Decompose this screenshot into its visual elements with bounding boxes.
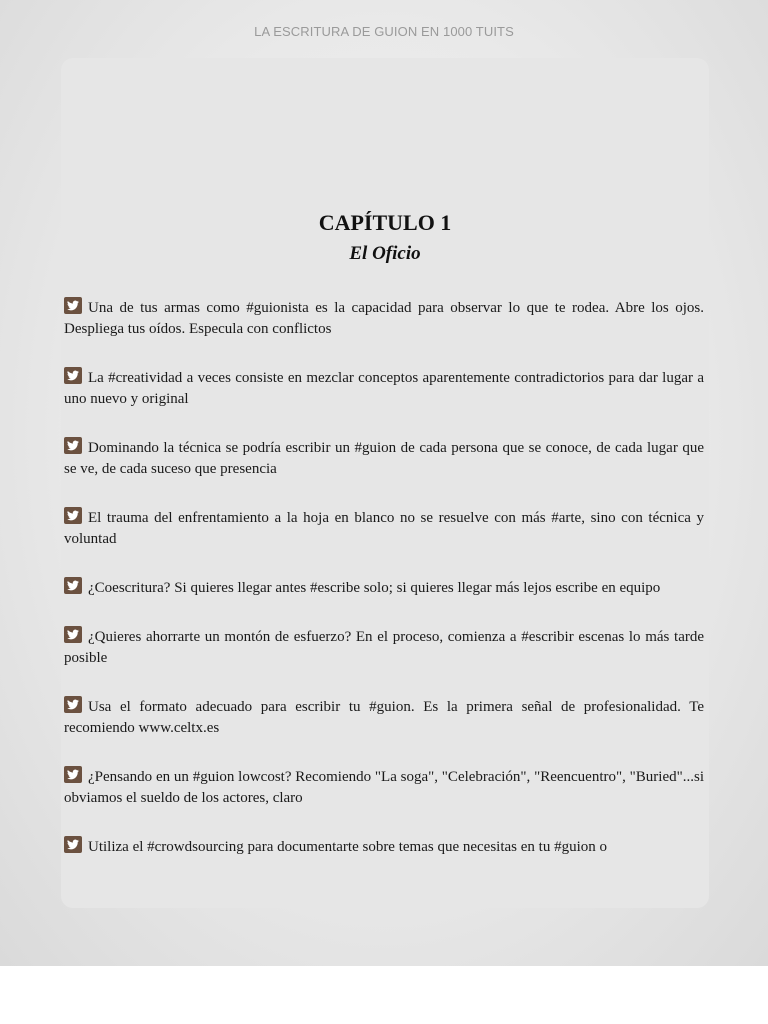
tweet-item [64,626,704,669]
book-page[interactable] [61,58,709,908]
tweet-item [64,507,704,550]
tweet-item [64,297,704,340]
twitter-bird-icon[interactable] [64,437,82,454]
tweet-text: Dominando la técnica se podría escribir un #guion de cada persona que se conoce, de cada lugar que se ve, de cada suceso que presencia [64,440,704,477]
chapter-subtitle: El Oficio [349,243,421,264]
twitter-bird-icon[interactable] [64,367,82,384]
twitter-bird-icon[interactable] [64,626,82,643]
twitter-bird-icon[interactable] [64,696,82,713]
tweet-item [64,696,704,739]
tweet-item [64,836,704,858]
tweet-text: Usa el formato adecuado para escribir tu #guion. Es la primera señal de profesionalidad. Te recomiendo www.celtx.es [64,699,704,736]
tweet-text: ¿Coescritura? Si quieres llegar antes #escribe solo; si quieres llegar más lejos escribe en equipo [88,580,661,596]
tweet-item [64,437,704,480]
tweet-text: Utiliza el #crowdsourcing para documentarte sobre temas que necesitas en tu #guion o [88,839,607,855]
twitter-bird-icon[interactable] [64,836,82,853]
tweet-item [64,766,704,809]
tweet-list [64,297,704,885]
tweet-text: ¿Pensando en un #guion lowcost? Recomiendo "La soga", "Celebración", "Reencuentro", "Buried"...si obviamos el sueldo de los actores, claro [64,769,704,806]
chapter-heading: CAPÍTULO 1 [318,210,452,235]
twitter-bird-icon[interactable] [64,766,82,783]
tweet-text: Una de tus armas como #guionista es la capacidad para observar lo que te rodea. Abre los ojos. Despliega tus oídos. Especula con conflictos [64,300,704,337]
tweet-item [64,577,704,599]
twitter-bird-icon[interactable] [64,577,82,594]
running-header: LA ESCRITURA DE GUION EN 1000 TUITS [254,24,514,39]
tweet-text: El trauma del enfrentamiento a la hoja en blanco no se resuelve con más #arte, sino con técnica y voluntad [64,510,704,547]
tweet-text: ¿Quieres ahorrarte un montón de esfuerzo? En el proceso, comienza a #escribir escenas lo más tarde posible [64,629,704,666]
twitter-bird-icon[interactable] [64,507,82,524]
tweet-text: La #creatividad a veces consiste en mezclar conceptos aparentemente contradictorios para dar lugar a uno nuevo y original [64,370,704,407]
tweet-item [64,367,704,410]
twitter-bird-icon[interactable] [64,297,82,314]
